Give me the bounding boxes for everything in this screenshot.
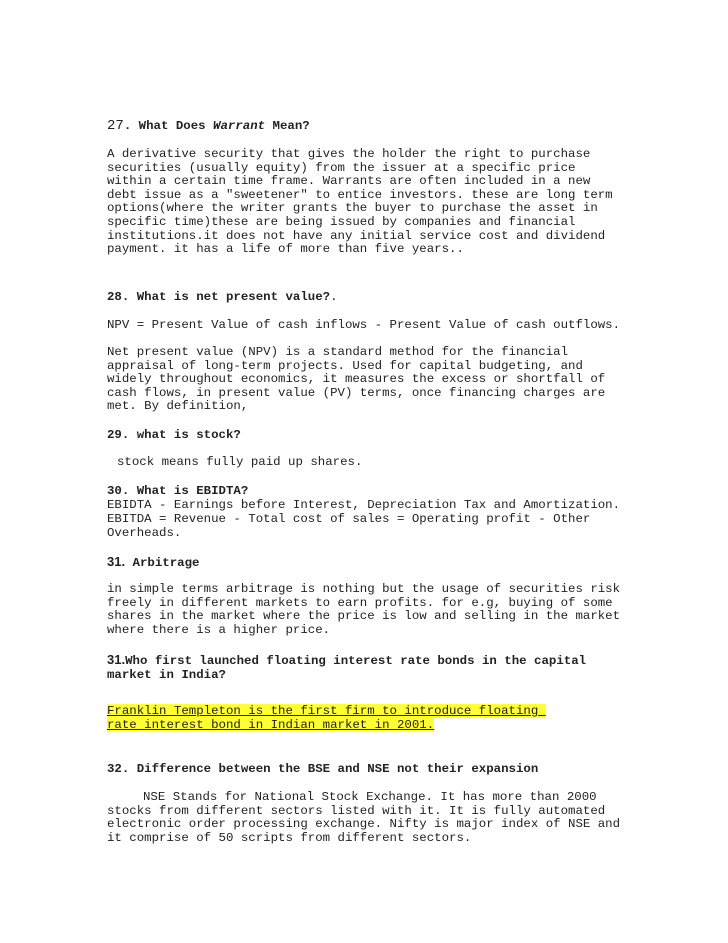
q28-body: Net present value (NPV) is a standard method for the financial appraisal of long-term projects. Used for capital budgeting, and widely throughout economics, it measures the excess or shortfall of cash flows, in present value (PV) terms, once financing charges are met. By definition, <box>107 345 613 414</box>
q27-title-post: Mean? <box>265 119 310 133</box>
q27-title-pre: . What Does <box>123 119 214 133</box>
q27-heading <box>107 120 647 134</box>
q32-body: NSE Stands for National Stock Exchange. It has more than 2000 stocks from different sectors listed with it. It is fully automated electronic order processing exchange. Nifty is major index of NSE and it comprise of 50 scripts from different sectors. <box>107 790 628 845</box>
q28-title-tail: . <box>330 290 338 304</box>
q30-line2: EBITDA = Revenue - Total cost of sales = Operating profit - Other Overheads. <box>107 512 598 540</box>
q29-body: stock means fully paid up shares. <box>117 455 363 469</box>
q31b-number: 31. <box>107 652 126 667</box>
q31b-title: Who first launched floating interest rate bonds in the capital market in India? <box>107 654 594 682</box>
q27-title-em: Warrant <box>213 119 266 133</box>
q31a-heading <box>107 555 647 571</box>
q31a-number: 31. <box>107 554 126 569</box>
q27-number: 27 <box>107 118 124 134</box>
q31a-title: Arbitrage <box>125 556 200 570</box>
q28-title: 28. What is net present value? <box>107 290 331 304</box>
q32-heading: 32. Difference between the BSE and NSE not their expansion <box>107 762 539 776</box>
q31a-body: in simple terms arbitrage is nothing but the usage of securities risk freely in different markets to earn profits. for e.g, buying of some shares in the market where the price is low and selling in the market where there is a higher price. <box>107 582 628 637</box>
q28-heading <box>107 291 647 305</box>
q31b-answer-text: Franklin Templeton is the first firm to introduce floating rate interest bond in Indian market in 2001. <box>107 704 546 732</box>
q31b-answer <box>107 705 567 732</box>
q30-line1: EBIDTA - Earnings before Interest, Depreciation Tax and Amortization. <box>107 498 621 512</box>
q30-heading: 30. What is EBIDTA? <box>107 484 249 498</box>
q31b-heading <box>107 653 637 682</box>
q28-formula: NPV = Present Value of cash inflows - Present Value of cash outflows. <box>107 318 621 332</box>
q29-heading: 29. what is stock? <box>107 428 241 442</box>
q27-body: A derivative security that gives the holder the right to purchase securities (usually equity) from the issuer at a specific price within a certain time frame. Warrants are often included in a new debt issue as a "sweetener" to entice investors. these are long term options(where the writer grants the buyer to purchase the asset in specific time)these are being issued by companies and financial institutions.it does not have any initial service cost and dividend payment. it has a life of more than five years.. <box>107 147 621 257</box>
